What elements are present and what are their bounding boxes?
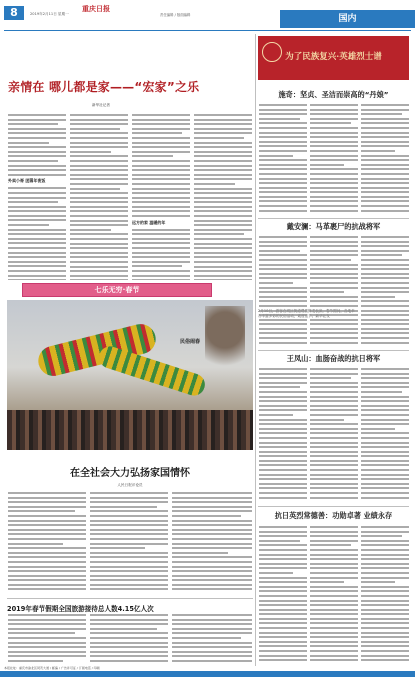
right-article-title-3: 王凤山：血肠奋战的抗日将军: [286, 354, 381, 363]
bottom-article-title: 在全社会大力弘扬家国情怀: [70, 468, 190, 479]
photo-crowd: [7, 410, 253, 450]
header-rule: [4, 30, 411, 31]
right-article-2-col-1: [259, 236, 307, 346]
main-article-column-1: [8, 114, 66, 280]
bottom-article-subtitle: 人民日报评论员: [117, 483, 143, 487]
photo-tree: [205, 306, 245, 386]
lower-article-column-1: [8, 614, 86, 664]
right-article-2-col-2: [310, 236, 358, 346]
bottom-article-column-3: [172, 492, 252, 592]
footer-text: 本报社址：重庆市渝北区同茂大道 / 邮编 / 广告许可证 / 订阅电话 / 印刷: [4, 666, 100, 670]
main-article-subhead: 远方的家 温暖的年: [132, 219, 166, 225]
lower-article-column-2: [90, 614, 168, 664]
right-article-1-col-3: [361, 104, 409, 214]
right-article-title-1: 施奇：坚贞、圣洁而崇高的“丹娘”: [278, 90, 389, 99]
lower-divider: [7, 598, 253, 599]
photo-caption-title: 民俗闹春: [180, 339, 201, 345]
column-divider: [255, 34, 256, 666]
right-divider-1: [258, 218, 409, 219]
right-divider-2: [258, 350, 409, 351]
right-article-4-col-2: [310, 526, 358, 662]
photo-dragon-body: [96, 344, 207, 399]
main-article-subhead: 外卖小哥 团圆年夜饭: [8, 178, 46, 184]
right-banner-text: 为了民族复兴·英雄烈士谱: [285, 52, 382, 62]
lower-article-column-3: [172, 614, 252, 664]
bottom-article-column-1: [8, 492, 86, 592]
right-article-3-col-3: [361, 368, 409, 500]
lower-article-title: 2019年春节假期全国旅游接待总人数4.15亿人次: [7, 605, 154, 613]
banner-emblem-icon: [262, 42, 282, 62]
right-article-3-col-1: [259, 368, 307, 500]
right-article-1-col-2: [310, 104, 358, 214]
header-meta: 责任编辑 / 版面编辑: [160, 13, 191, 17]
right-article-3-col-2: [310, 368, 358, 500]
right-divider-3: [258, 506, 409, 507]
right-article-title-4: 抗日英烈常德善：功勋卓著 业绩永存: [274, 511, 393, 520]
right-article-4-col-3: [361, 526, 409, 662]
main-article-byline: 新华社记者: [92, 103, 110, 107]
main-article-column-4: [194, 114, 252, 280]
main-article-title: 亲情在 哪儿都是家——“宏家”之乐: [8, 80, 200, 94]
right-banner: [258, 36, 409, 80]
right-article-title-2: 戴安澜：马革裹尸的抗战将军: [286, 222, 381, 231]
header-date: 2019年2月11日 星期一: [30, 12, 69, 16]
bottom-article-column-2: [90, 492, 168, 592]
main-article-column-3: [132, 114, 190, 280]
masthead-brand: 重庆日报: [82, 4, 110, 13]
right-article-4-col-1: [259, 526, 307, 662]
footer-bar: [0, 671, 415, 677]
main-article-column-2: [70, 114, 128, 280]
right-article-2-col-3: [361, 236, 409, 346]
news-photo: [7, 300, 253, 450]
right-article-1-col-1: [259, 104, 307, 214]
spring-festival-bar: 七乐无穷·春节: [22, 283, 212, 297]
section-label: 国内: [280, 10, 415, 28]
page-number: 8: [4, 6, 24, 20]
